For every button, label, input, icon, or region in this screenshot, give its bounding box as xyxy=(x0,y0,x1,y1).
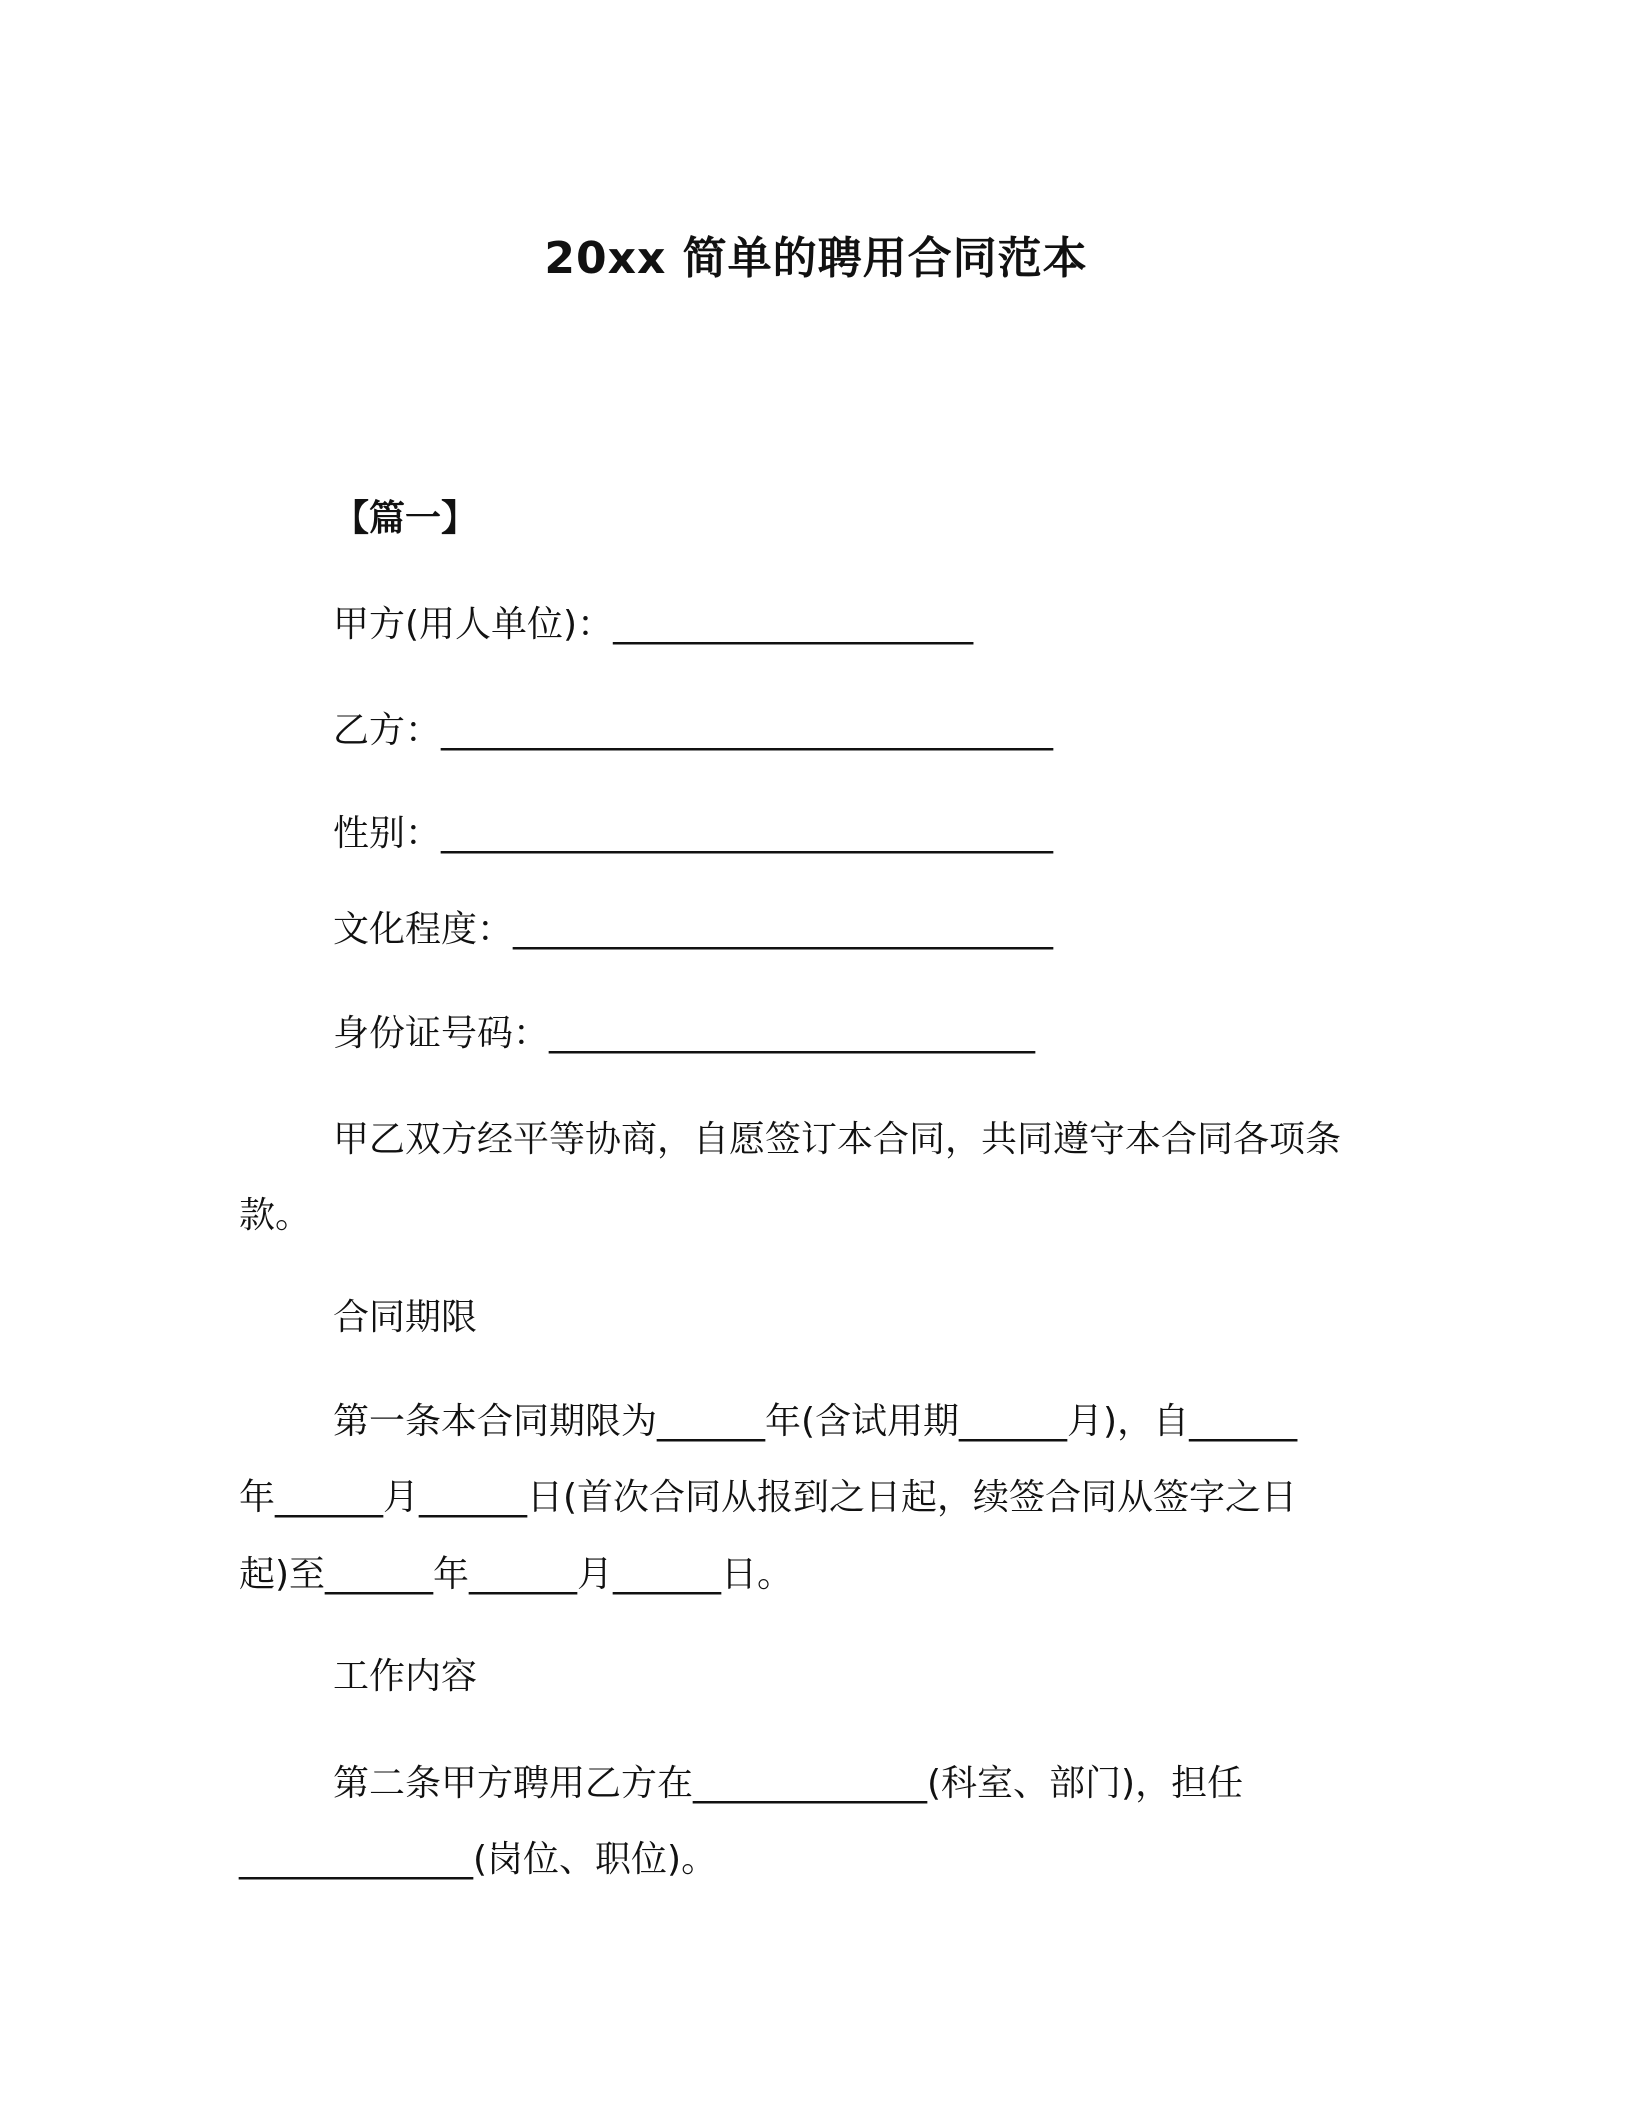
gender-field: 性别：__________________________________ xyxy=(333,813,1054,854)
id-number-field: 身份证号码：___________________________ xyxy=(333,1013,1036,1054)
work-clause-line-2: _____________(岗位、职位)。 xyxy=(239,1839,718,1880)
party-a-field: 甲方(用人单位)：____________________ xyxy=(333,604,974,645)
work-clause-line-1: 第二条甲方聘用乙方在_____________(科室、部门)，担任 xyxy=(333,1763,1244,1804)
education-field: 文化程度：______________________________ xyxy=(333,909,1054,950)
intro-paragraph-line-1: 甲乙双方经平等协商，自愿签订本合同，共同遵守本合同各项条 xyxy=(333,1119,1342,1160)
term-clause-line-1: 第一条本合同期限为______年(含试用期______月)，自______ xyxy=(333,1401,1298,1442)
work-heading: 工作内容 xyxy=(333,1656,478,1697)
document-title: 20xx 简单的聘用合同范本 xyxy=(544,233,1088,284)
party-b-field: 乙方：__________________________________ xyxy=(333,710,1054,751)
term-clause-line-3: 起)至______年______月______日。 xyxy=(239,1554,794,1595)
intro-paragraph-line-2: 款。 xyxy=(239,1195,312,1236)
term-clause-line-2: 年______月______日(首次合同从报到之日起，续签合同从签字之日 xyxy=(239,1477,1298,1518)
section-label: 【篇一】 xyxy=(333,498,478,539)
term-heading: 合同期限 xyxy=(333,1297,478,1338)
